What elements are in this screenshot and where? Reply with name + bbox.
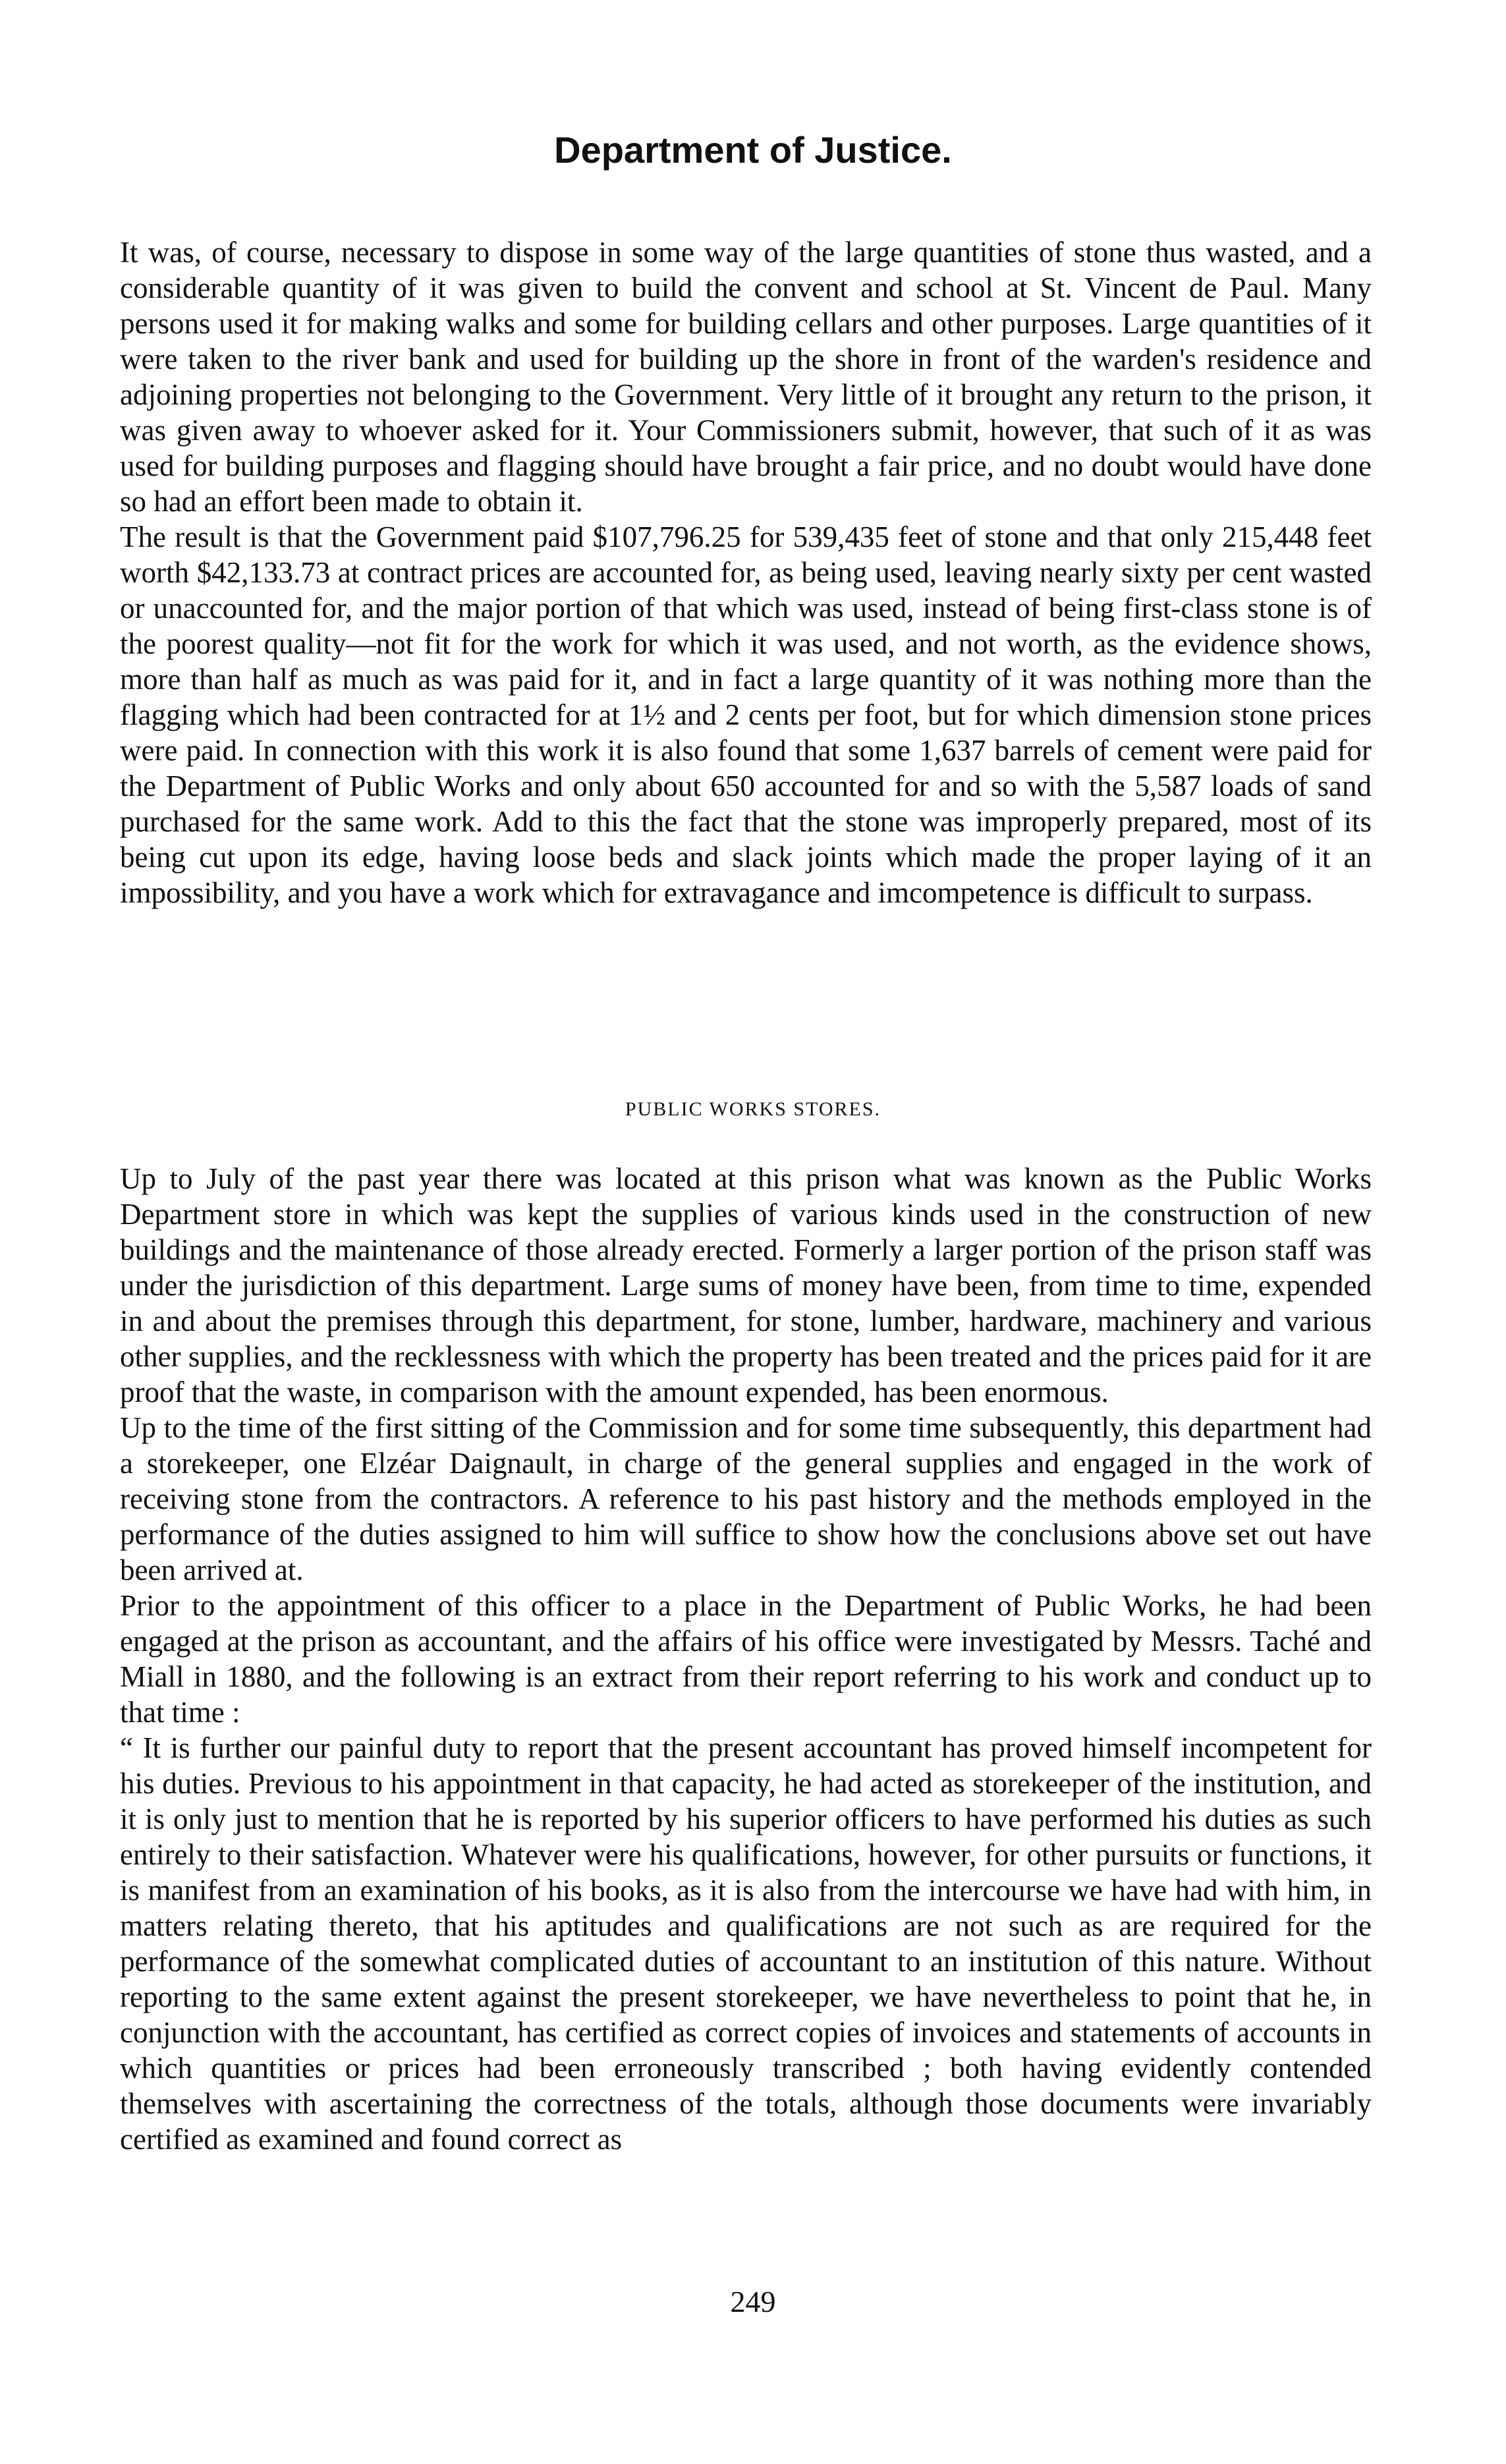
paragraph-storekeeper: Up to the time of the first sitting of the Commission and for some time subsequently, this department had a storekeeper, one Elzéar Daignault, in charge of the general supplies and engaged in the work of receiving stone from the contractors. A reference to his past history and the methods employed in the performance of the duties assigned to him will suffice to show how the conclusions above set out have been arrived at. (120, 1411, 1372, 1586)
section-heading: PUBLIC WORKS STORES. (625, 1098, 881, 1120)
paragraph-public-works-store: Up to July of the past year there was located at this prison what was known as the Public Works Department store in which was kept the supplies of various kinds used in the construction of new buildings and the maintenance of those already erected. Formerly a larger portion of the prison staff was under the jurisdiction of this department. Large sums of money have been, from time to time, expended in and about the premises through this department, for stone, lumber, hardware, machinery and various other supplies, and the recklessness with which the property has been treated and the prices paid for it are proof that the waste, in comparison with the amount expended, has been enormous. (120, 1162, 1372, 1409)
body-block-one (120, 235, 1372, 910)
paragraph-stone-result: The result is that the Government paid $107,796.25 for 539,435 feet of stone and that only 215,448 feet worth $42,133.73 at contract prices are accounted for, as being used, leaving nearly sixty per cent wasted or unaccounted for, and the major portion of that which was used, instead of being first-class stone is of the poorest quality—not fit for the work for which it was used, and not worth, as the evidence shows, more than half as much as was paid for it, and in fact a large quantity of it was nothing more than the flagging which had been contracted for at 1½ and 2 cents per foot, but for which dimension stone prices were paid. In connection with this work it is also found that some 1,637 barrels of cement were paid for the Department of Public Works and only about 650 accounted for and so with the 5,587 loads of sand purchased for the same work. Add to this the fact that the stone was improperly prepared, most of its being cut upon its edge, having loose beds and slack joints which made the proper laying of it an impossibility, and you have a work which for extravagance and imcompetence is difficult to surpass. (120, 520, 1372, 909)
paragraph-stone-disposal: It was, of course, necessary to dispose in some way of the large quantities of stone thus wasted, and a considerable quantity of it was given to build the convent and school at St. Vincent de Paul. Many persons used it for making walks and some for building cellars and other purposes. Large quantities of it were taken to the river bank and used for building up the shore in front of the warden's residence and adjoining properties not belonging to the Government. Very little of it brought any return to the prison, it was given away to whoever asked for it. Your Commissioners submit, however, that such of it as was used for building purposes and flagging should have brought a fair price, and no doubt would have done so had an effort been made to obtain it. (120, 236, 1372, 518)
page-title: Department of Justice. (554, 129, 952, 171)
paragraph-prior-appointment: Prior to the appointment of this officer to a place in the Department of Public Works, he had been engaged at the prison as accountant, and the affairs of his office were investigated by Messrs. Taché and Miall in 1880, and the following is an extract from their report referring to his work and conduct up to that time : (120, 1589, 1372, 1729)
page-number: 249 (730, 2285, 776, 2318)
paragraph-report-extract: “ It is further our painful duty to report that the present accountant has proved himself incompetent for his duties. Previous to his appointment in that capacity, he had acted as storekeeper of the institution, and it is only just to mention that he is reported by his superior officers to have performed his duties as such entirely to their satisfaction. Whatever were his qualifications, however, for other pursuits or functions, it is manifest from an examination of his books, as it is also from the intercourse we have had with him, in matters relating thereto, that his aptitudes and qualifications are not such as are required for the performance of the somewhat complicated duties of accountant to an institution of this nature. Without reporting to the same extent against the present storekeeper, we have nevertheless to point that he, in conjunction with the accountant, has certified as correct copies of invoices and statements of accounts in which quantities or prices had been erroneously transcribed ; both having evidently contended themselves with ascertaining the correctness of the totals, although those documents were invariably certified as examined and found correct as (120, 1731, 1372, 2156)
body-block-two (120, 1161, 1372, 2157)
